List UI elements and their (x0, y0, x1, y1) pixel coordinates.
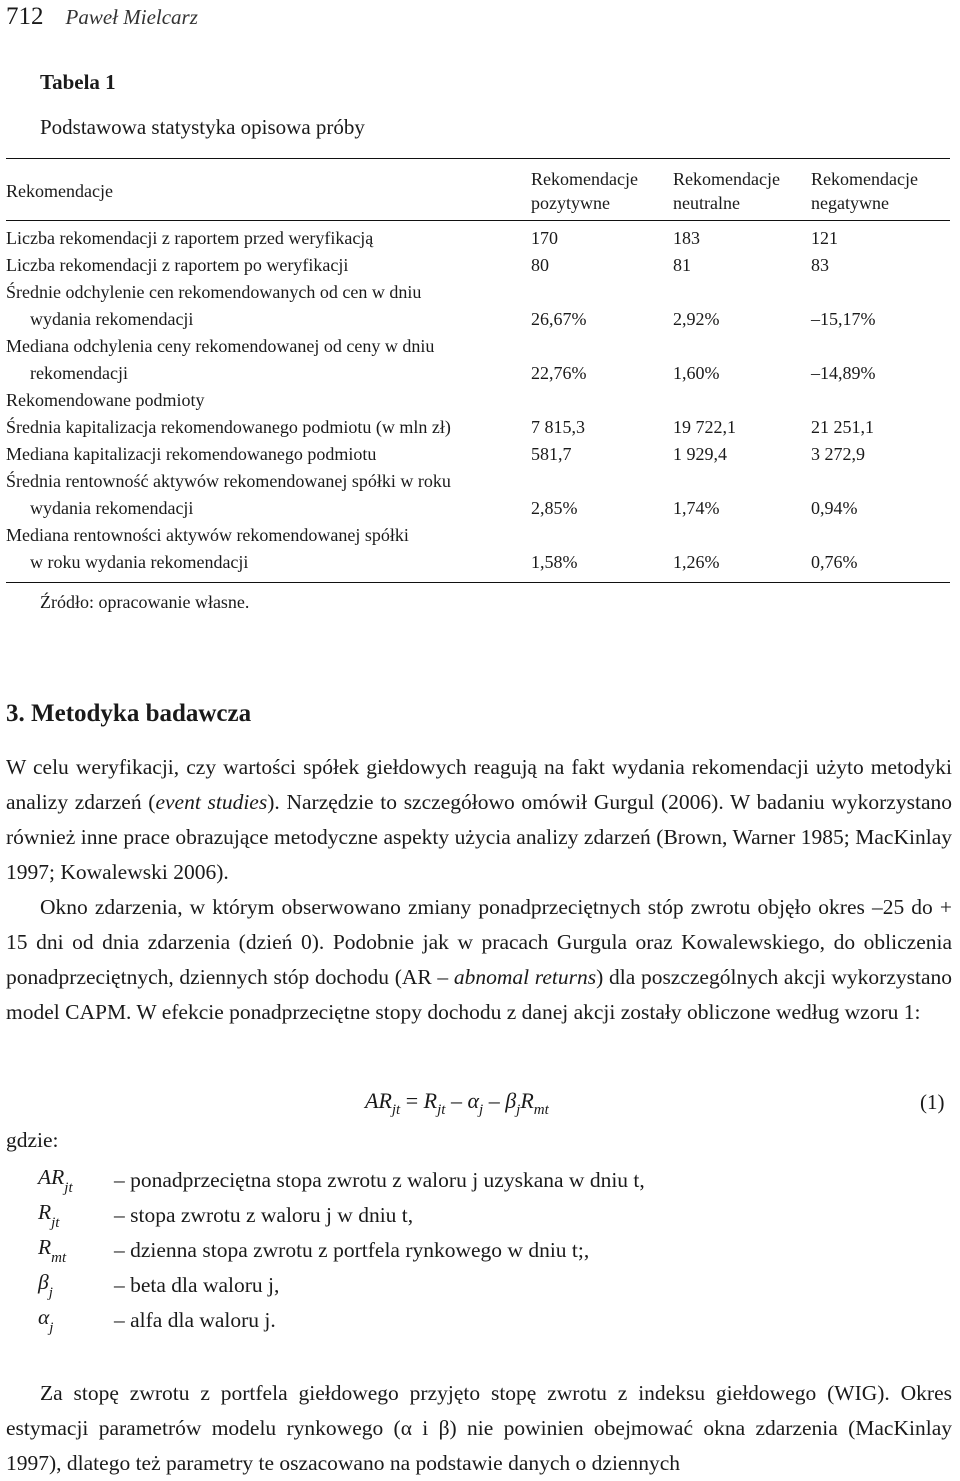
definition-item (38, 1268, 645, 1303)
table-cell: 183 (673, 228, 700, 248)
table-cell: 1,74% (673, 498, 720, 518)
paragraph-text: ) dla poszczególnych akcji wykorzystano model CAPM. W efekcie ponadprzeciętne stopy dochodu z danej akcji zostały obliczone według wzoru 1: (6, 965, 953, 1024)
table-row (6, 252, 950, 279)
header-cell: Rekomendacje (6, 181, 113, 201)
definition-item (38, 1303, 645, 1338)
statistics-table (6, 158, 950, 583)
table-cell: 170 (531, 228, 558, 248)
definition-symbol: $R_{jt}$ (38, 1199, 60, 1231)
definition-symbol: $\alpha_j$ (38, 1304, 54, 1336)
table-cell (673, 387, 811, 414)
row-label: Rekomendowane podmioty (6, 390, 205, 410)
running-head-author: Paweł Mielcarz (65, 4, 198, 29)
row-label: Liczba rekomendacji z raportem po weryfikacji (6, 255, 349, 275)
table-cell: 22,76% (531, 363, 587, 383)
definition-text: – dzienna stopa zwrotu z portfela rynkowego w dniu t;, (114, 1238, 590, 1262)
table-row (6, 468, 950, 522)
paragraph-3: Za stopę zwrotu z portfela giełdowego przyjęto stopę zwrotu z indeksu giełdowego (WIG). Okres estymacji parametrów modelu rynkowego (α i β) nie powinien obejmować okna zdarzenia (MacKinlay 1997), dlatego też parametry te oszacowano na podstawie danych o dziennych (6, 1381, 952, 1475)
table-cell: 1,60% (673, 363, 720, 383)
table-row (6, 522, 950, 583)
table-caption: Podstawowa statystyka opisowa próby (40, 115, 365, 139)
table-header-row (6, 159, 950, 221)
table-row (6, 387, 950, 414)
table-row (6, 221, 950, 253)
table-cell: 0,94% (811, 498, 858, 518)
paragraph-text: Okno zdarzenia, w którym obserwowano zmiany ponadprzeciętnych stóp zwrotu objęło okres –25 do + 15 dni od dnia zdarzenia (dzień 0). Podobnie jak w pracach Gurgula oraz Kowalewskiego, do obliczenia ponadprzeciętnych, dziennych stóp dochodu (AR – (6, 895, 952, 989)
definition-item (38, 1233, 645, 1268)
table-cell: 19 722,1 (673, 417, 736, 437)
definitions-list (38, 1163, 645, 1338)
definition-text: – ponadprzeciętna stopa zwrotu z waloru j uzyskana w dniu t, (114, 1168, 645, 1192)
table-source: Źródło: opracowanie własne. (40, 592, 250, 612)
table-cell: 81 (673, 255, 691, 275)
table-cell: 0,76% (811, 552, 858, 572)
table-cell: 1,26% (673, 552, 720, 572)
definition-item (38, 1198, 645, 1233)
row-label: Średnia kapitalizacja rekomendowanego podmiotu (w mln zł) (6, 417, 451, 437)
table-cell: 21 251,1 (811, 417, 874, 437)
paragraph-1 (6, 750, 952, 890)
table-cell: 7 815,3 (531, 417, 585, 437)
definition-text: – alfa dla waloru j. (114, 1308, 276, 1332)
table-cell (531, 387, 673, 414)
paragraph-2 (6, 890, 952, 1030)
table-cell: 83 (811, 255, 829, 275)
equation-1: $AR_{jt} = R_{jt} - \alpha_j - \beta_jR_{mt}$ (365, 1088, 549, 1118)
table-cell: 1,58% (531, 552, 578, 572)
table-row (6, 414, 950, 441)
table-cell: 1 929,4 (673, 444, 727, 464)
row-label: Mediana odchylenia ceny rekomendowanej od ceny w dniu rekomendacji (6, 336, 435, 383)
table-cell: 2,85% (531, 498, 578, 518)
header-cell: Rekomendacje negatywne (811, 169, 918, 213)
table-cell: 26,67% (531, 309, 587, 329)
definition-symbol: $\beta_j$ (38, 1269, 53, 1301)
paragraph-emphasis: event studies (155, 790, 268, 814)
paragraph-text: ). Narzędzie to szczegółowo omówił Gurgul (2006). W badaniu wykorzystano również inne prace obrazujące metodyczne aspekty użycia analizy zdarzeń (Brown, Warner 1985; MacKinlay 1997; Kowalewski 2006). (6, 790, 952, 884)
table-cell (811, 387, 950, 414)
row-label: Liczba rekomendacji z raportem przed weryfikacją (6, 228, 374, 248)
table-label: Tabela 1 (40, 70, 116, 94)
table-body (6, 221, 950, 583)
where-label: gdzie: (6, 1128, 59, 1152)
header-cell: Rekomendacje neutralne (673, 169, 780, 213)
definition-text: – stopa zwrotu z waloru j w dniu t, (114, 1203, 414, 1227)
definition-item (38, 1163, 645, 1198)
table-cell: –15,17% (811, 309, 876, 329)
table-cell: 2,92% (673, 309, 720, 329)
section-heading (6, 700, 251, 728)
table-cell: –14,89% (811, 363, 876, 383)
section-number: 3. (6, 700, 25, 727)
table-cell: 121 (811, 228, 838, 248)
table-cell: 3 272,9 (811, 444, 865, 464)
row-label: Mediana rentowności aktywów rekomendowanej spółki w roku wydania rekomendacji (6, 525, 409, 572)
paragraph-emphasis: abnomal returns (453, 965, 597, 989)
table-row (6, 333, 950, 387)
paragraph-text: W celu weryfikacji, czy wartości spółek giełdowych reagują na fakt wydania rekomendacji użyto metodyki analizy zdarzeń ( (6, 755, 952, 814)
equation-number: (1) (920, 1090, 945, 1114)
page-header (6, 0, 198, 34)
table-row (6, 279, 950, 333)
row-label: Mediana kapitalizacji rekomendowanego podmiotu (6, 444, 377, 464)
page-number: 712 (6, 3, 44, 30)
row-label: Średnie odchylenie cen rekomendowanych od cen w dniu wydania rekomendacji (6, 282, 422, 329)
table-cell: 80 (531, 255, 549, 275)
table-cell: 581,7 (531, 444, 572, 464)
table-row (6, 441, 950, 468)
header-cell: Rekomendacje pozytywne (531, 169, 638, 213)
section-title: Metodyka badawcza (31, 700, 252, 727)
definition-symbol: $R_{mt}$ (38, 1234, 67, 1266)
definition-symbol: $AR_{jt}$ (38, 1164, 73, 1196)
row-label: Średnia rentowność aktywów rekomendowanej spółki w roku wydania rekomendacji (6, 471, 451, 518)
definition-text: – beta dla waloru j, (114, 1273, 280, 1297)
